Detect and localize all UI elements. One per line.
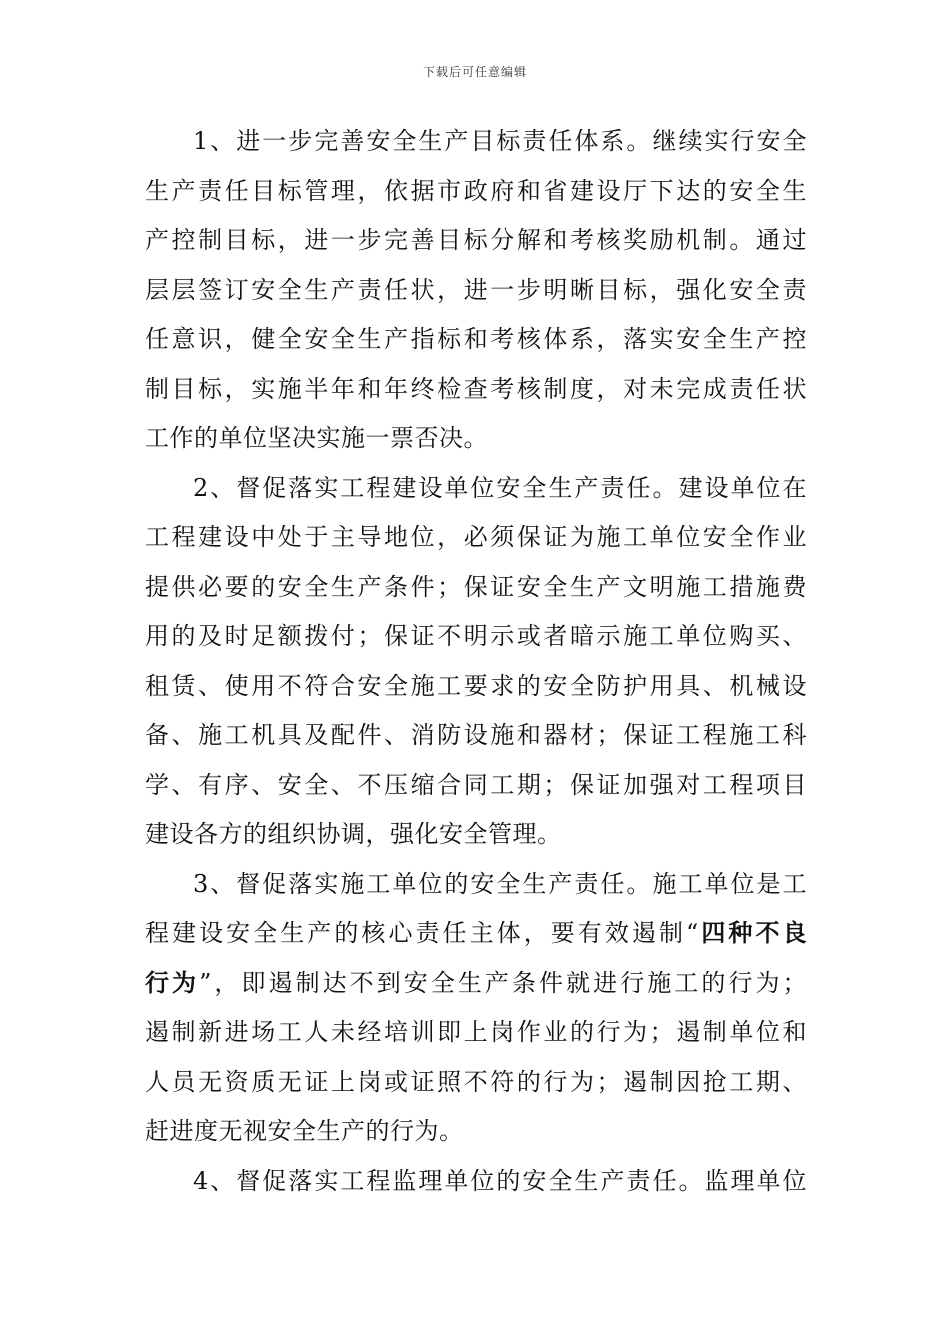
paragraph-line: 建设各方的组织协调，强化安全管理。 xyxy=(145,820,562,848)
paragraph-text: 程建设安全生产的核心责任主体，要有效遏制“ xyxy=(145,919,699,947)
paragraph-line: 租赁、使用不符合安全施工要求的安全防护用具、机械设 xyxy=(145,671,807,700)
document-body xyxy=(145,117,807,1206)
paragraph-line: 用的及时足额拨付；保证不明示或者暗示施工单位购买、 xyxy=(145,622,807,650)
emphasis-text: 行为 xyxy=(145,968,200,997)
page-header-watermark: 下载后可任意编辑 xyxy=(422,65,527,79)
paragraph-line: 工作的单位坚决实施一票否决。 xyxy=(145,424,488,452)
paragraph-line: 赶进度无视安全生产的行为。 xyxy=(145,1117,464,1145)
paragraph-line: 3、督促落实施工单位的安全生产责任。施工单位是工 xyxy=(193,869,807,898)
paragraph-line: 工程建设中处于主导地位，必须保证为施工单位安全作业 xyxy=(145,523,807,551)
paragraph-line: 人员无资质无证上岗或证照不符的行为；遏制因抢工期、 xyxy=(145,1067,807,1096)
paragraph-line: 层层签订安全生产责任状，进一步明晰目标，强化安全责 xyxy=(145,275,807,304)
paragraph-line: 遏制新进场工人未经培训即上岗作业的行为；遏制单位和 xyxy=(145,1018,807,1046)
paragraph-line: 产控制目标，进一步完善目标分解和考核奖励机制。通过 xyxy=(145,226,807,254)
paragraph-2 xyxy=(145,464,807,860)
paragraph-line: 2、督促落实工程建设单位安全生产责任。建设单位在 xyxy=(193,473,807,502)
paragraph-line-with-emphasis xyxy=(145,909,807,959)
paragraph-1 xyxy=(145,117,807,464)
paragraph-line: 备、施工机具及配件、消防设施和器材；保证工程施工科 xyxy=(145,721,807,749)
paragraph-line-with-emphasis xyxy=(145,959,807,1009)
paragraph-text: ”，即遏制达不到安全生产条件就进行施工的行为； xyxy=(199,968,807,997)
paragraph-4 xyxy=(145,1157,807,1207)
paragraph-3 xyxy=(145,860,807,1157)
paragraph-line: 提供必要的安全生产条件；保证安全生产文明施工措施费 xyxy=(145,572,807,601)
emphasis-text: 四种不良 xyxy=(698,919,807,947)
paragraph-line: 学、有序、安全、不压缩合同工期；保证加强对工程项目 xyxy=(145,770,807,799)
paragraph-line: 生产责任目标管理，依据市政府和省建设厅下达的安全生 xyxy=(145,176,807,205)
paragraph-line: 任意识，健全安全生产指标和考核体系，落实安全生产控 xyxy=(145,325,807,353)
paragraph-line: 4、督促落实工程监理单位的安全生产责任。监理单位 xyxy=(193,1166,807,1195)
paragraph-line: 制目标，实施半年和年终检查考核制度，对未完成责任状 xyxy=(145,374,807,403)
paragraph-line: 1、进一步完善安全生产目标责任体系。继续实行安全 xyxy=(193,127,807,155)
